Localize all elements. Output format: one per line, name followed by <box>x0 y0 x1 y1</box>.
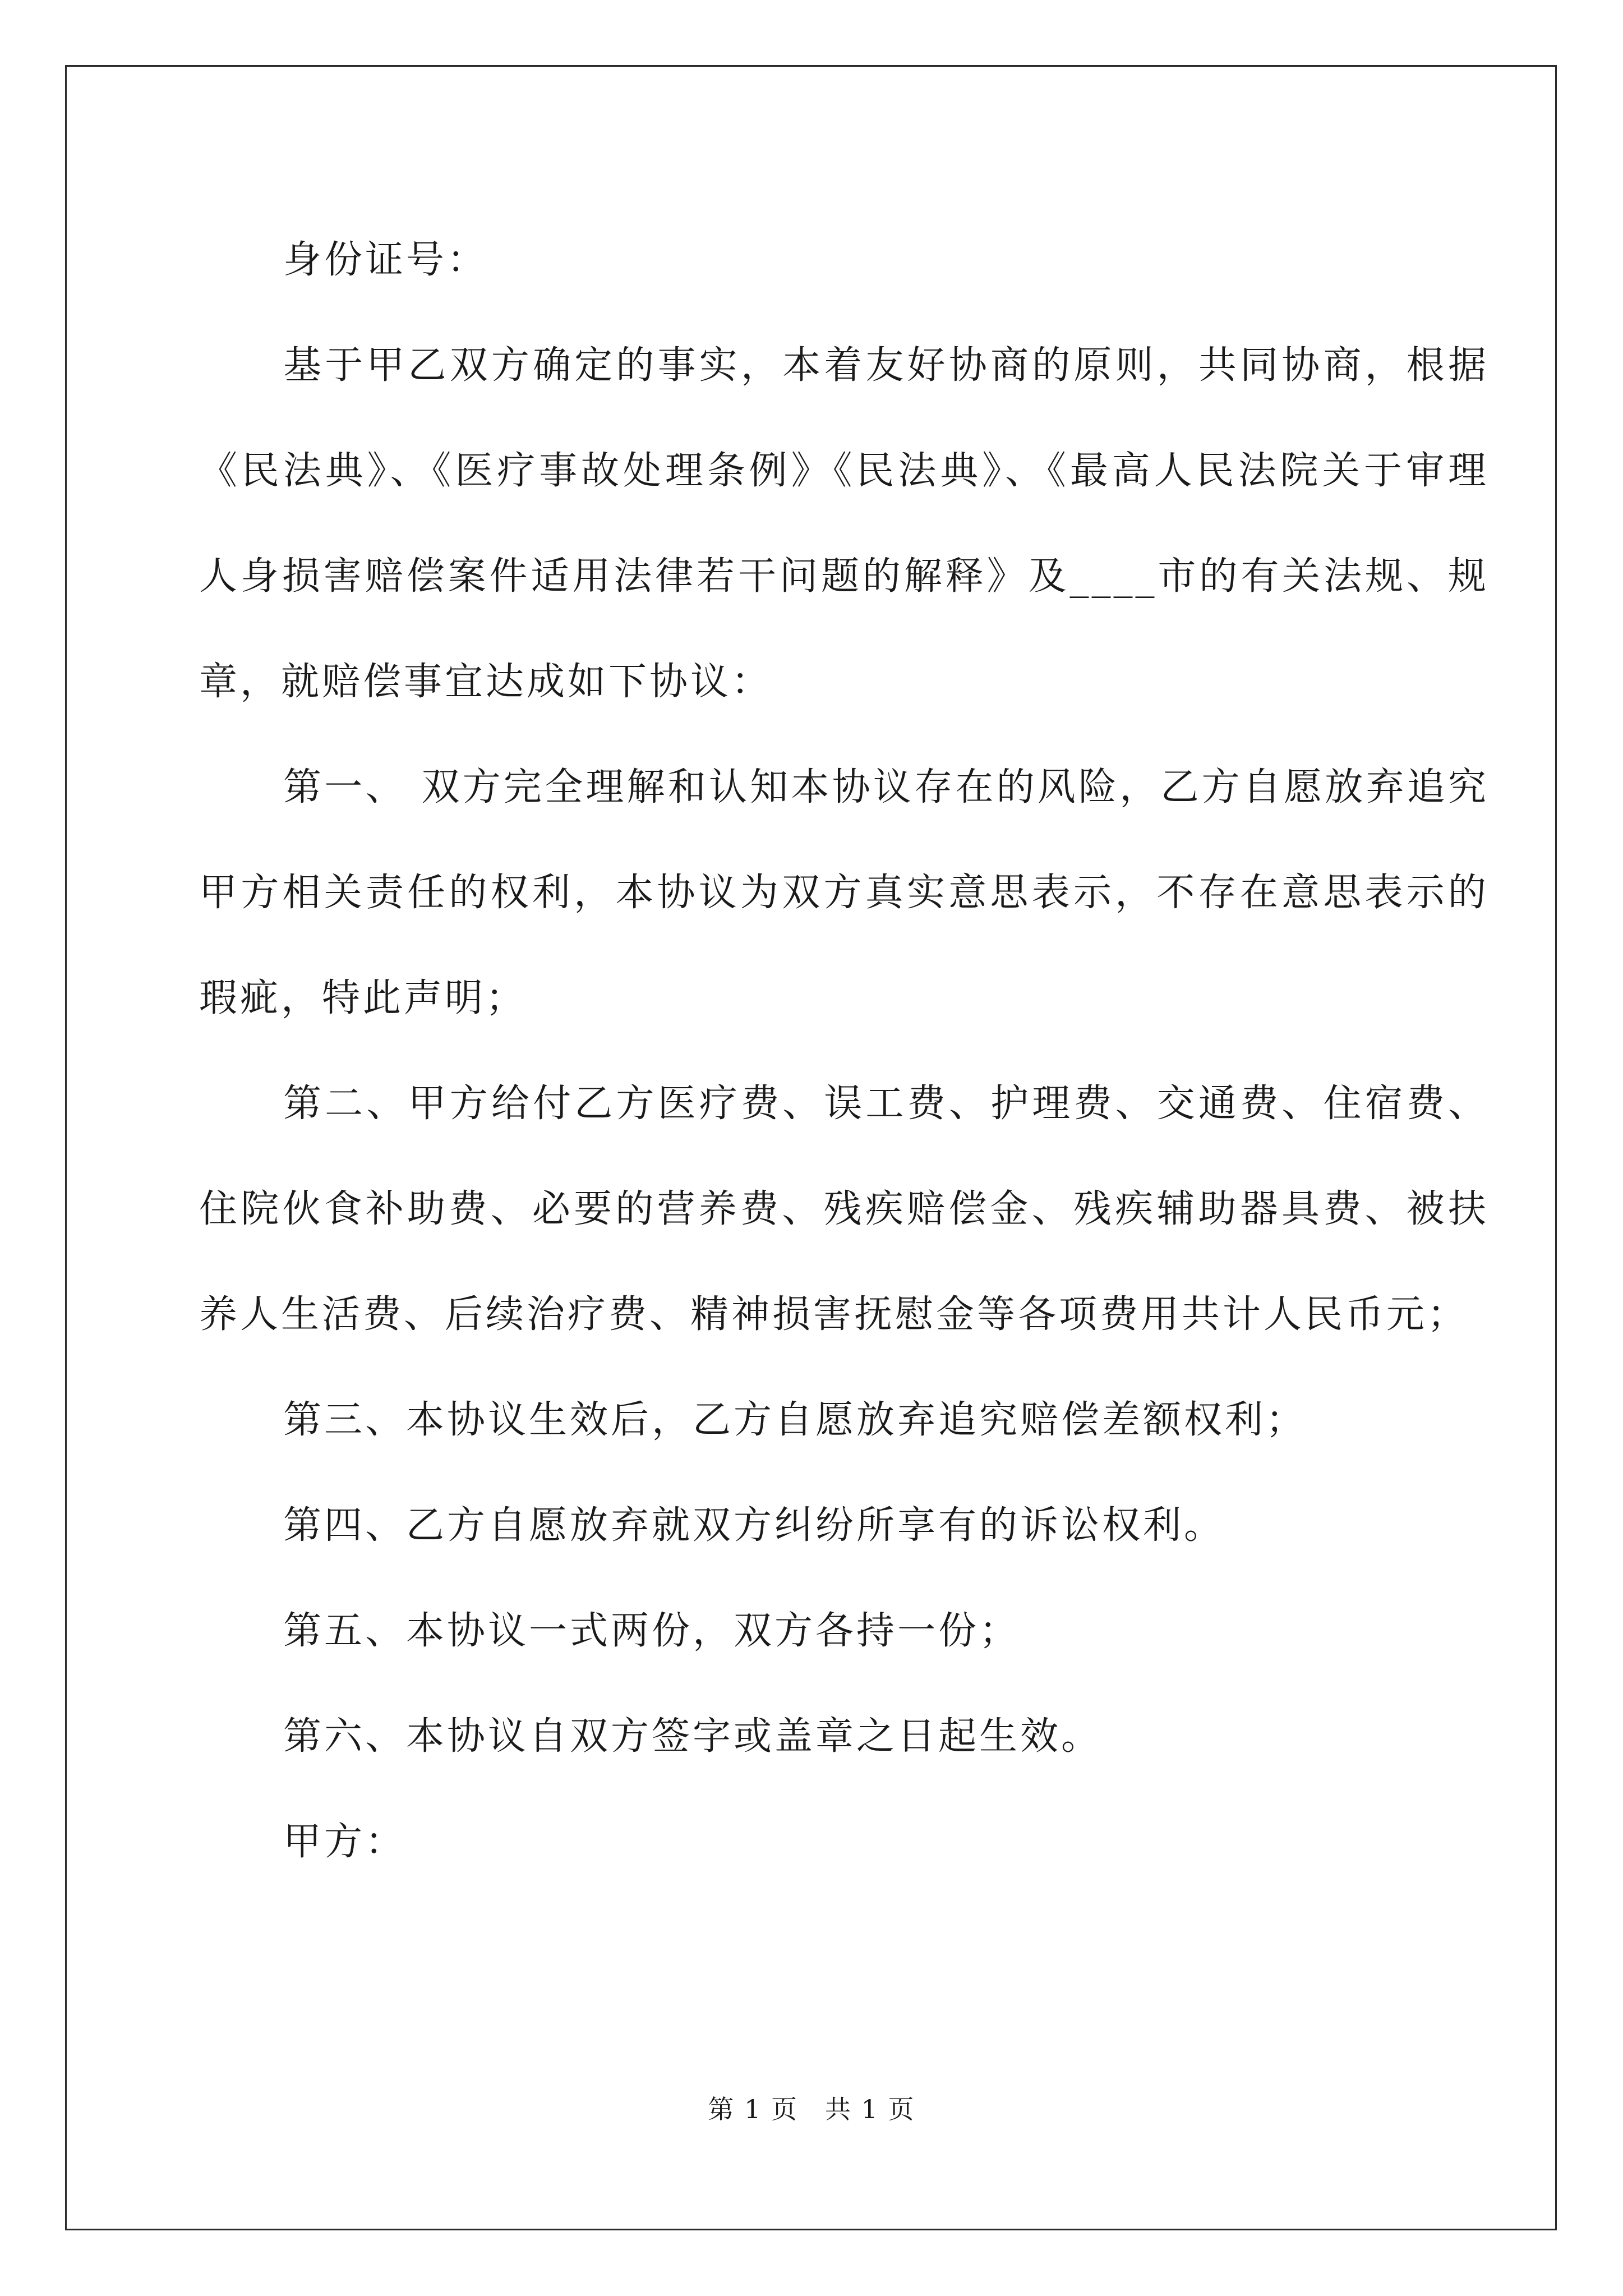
paragraph-article-6: 第六、本协议自双方签字或盖章之日起生效。 <box>283 1714 1103 1759</box>
page-number-footer: 第 1 页 共 1 页 <box>708 2094 915 2124</box>
paragraph-id-number: 身份证号： <box>283 238 488 282</box>
paragraph-party-a: 甲方： <box>283 1820 407 1864</box>
paragraph-article-1: 第一、 双方完全理解和认知本协议存在的风险，乙方自愿放弃追究甲方相关责任的权利，本协议为双方真实意思表示，不存在意思表示的瑕疵，特此声明； <box>199 765 1489 1020</box>
paragraph-article-3: 第三、本协议生效后，乙方自愿放弃追究赔偿差额权利； <box>283 1398 1307 1442</box>
paragraph-article-2: 第二、甲方给付乙方医疗费、误工费、护理费、交通费、住宿费、住院伙食补助费、必要的营养费、残疾赔偿金、残疾辅助器具费、被扶养人生活费、后续治疗费、精神损害抚慰金等各项费用共计人民币元； <box>199 1082 1489 1337</box>
paragraph-article-5: 第五、本协议一式两份，双方各持一份； <box>283 1609 1021 1653</box>
paragraph-preamble: 基于甲乙双方确定的事实，本着友好协商的原则，共同协商，根据《民法典》、《医疗事故处理条例》《民法典》、《最高人民法院关于审理人身损害赔偿案件适用法律若干问题的解释》及____市的有关法规、规章，就赔偿事宜达成如下协议： <box>199 343 1489 704</box>
document-body <box>199 208 1489 1895</box>
paragraph-article-4: 第四、乙方自愿放弃就双方纠纷所享有的诉讼权利。 <box>283 1503 1225 1548</box>
